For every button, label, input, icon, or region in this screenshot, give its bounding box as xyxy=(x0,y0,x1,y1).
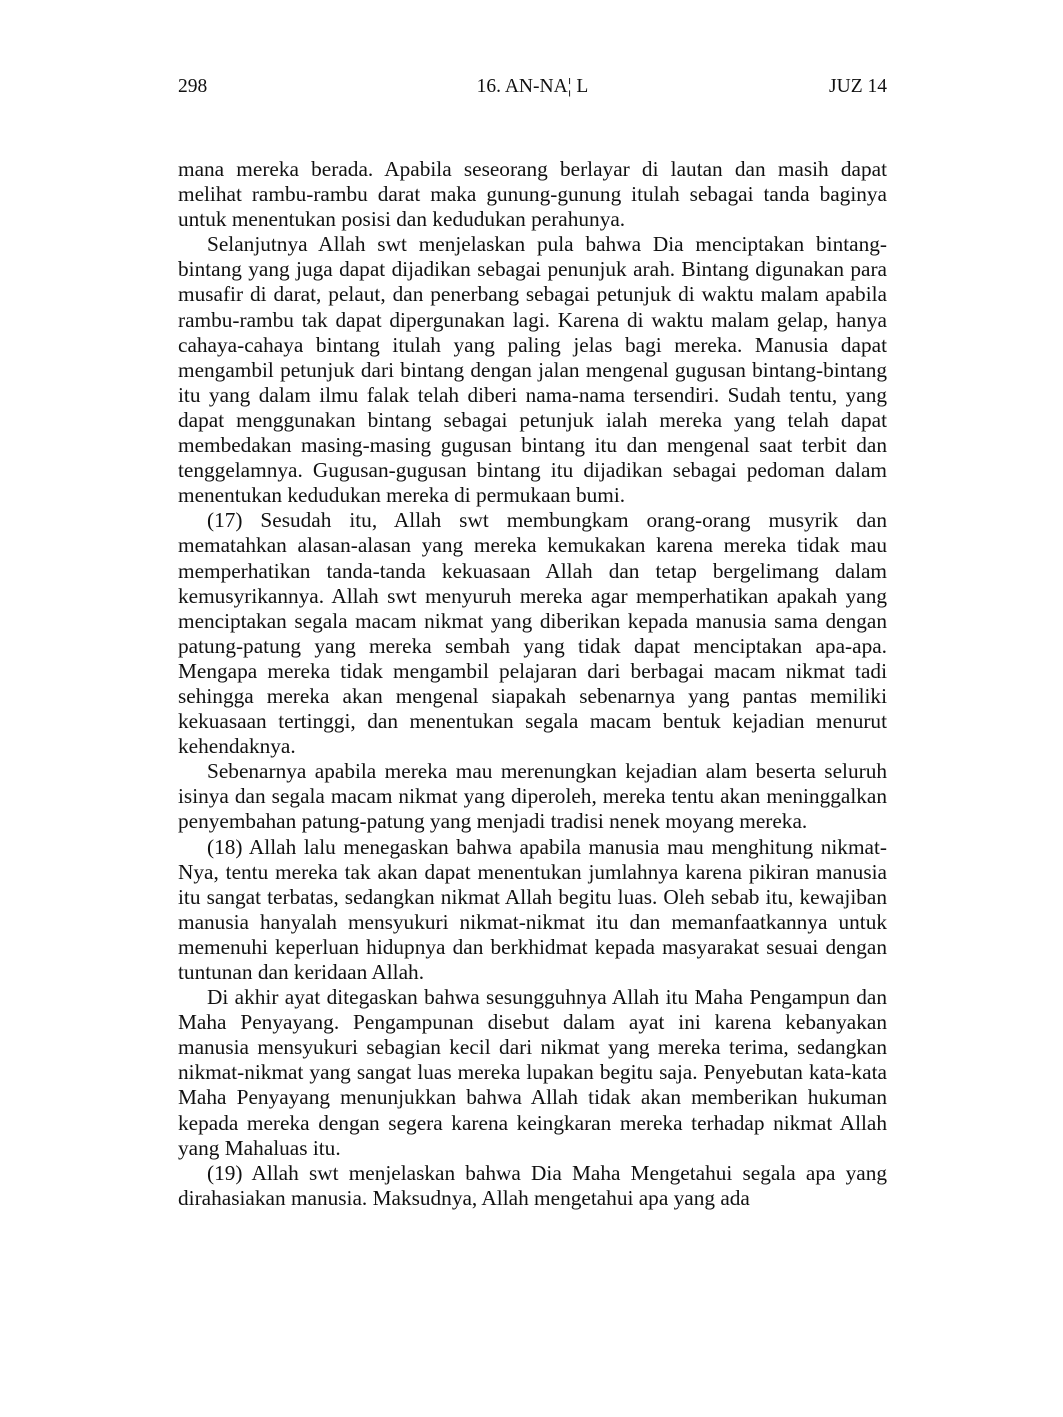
paragraph-stars: Selanjutnya Allah swt menjelaskan pula bahwa Dia menciptakan bintang-bintang yang juga dapat dijadikan sebagai penunjuk arah. Bintang digunakan para musafir di darat, pelaut, dan penerbang sebagai petunjuk di waktu malam apabila rambu-rambu tak dapat dipergunakan lagi. Karena di waktu malam gelap, hanya cahaya-cahaya bintang itulah yang paling jelas bagi mereka. Manusia dapat mengambil petunjuk dari bintang dengan jalan mengenal gugusan bintang-bintang itu yang dalam ilmu falak telah diberi nama-nama tersendiri. Sudah tentu, yang dapat menggunakan bintang sebagai petunjuk ialah mereka yang telah dapat membedakan masing-masing gugusan bintang itu dan mengenal saat terbit dan tenggelamnya. Gugusan-gugusan bintang itu dijadikan sebagai pedoman dalam menentukan kedudukan mereka di permukaan bumi. xyxy=(178,232,887,508)
paragraph-verse-19: (19) Allah swt menjelaskan bahwa Dia Maha Mengetahui segala apa yang dirahasiakan manusia. Maksudnya, Allah mengetahui apa yang ada xyxy=(178,1160,887,1210)
paragraph-continued: mana mereka berada. Apabila seseorang berlayar di lautan dan masih dapat melihat rambu-rambu darat maka gunung-gunung itulah sebagai tanda baginya untuk menentukan posisi dan kedudukan perahunya. xyxy=(178,157,887,232)
paragraph-verse-17: (17) Sesudah itu, Allah swt membungkam orang-orang musyrik dan mematahkan alasan-alasan yang mereka kemukakan karena mereka tidak mau memperhatikan tanda-tanda kekuasaan Allah dan tetap bergelimang dalam kemusyrikannya. Allah swt menyuruh mereka agar memperhatikan apakah yang menciptakan segala macam nikmat yang diberikan kepada manusia sama dengan patung-patung yang mereka sembah yang tidak dapat menciptakan apa-apa. Mengapa mereka tidak mengambil pelajaran dari berbagai macam nikmat tadi sehingga mereka akan mengenal siapakah sebenarnya yang pantas memiliki kekuasaan tertinggi, dan menentukan segala macam bentuk kejadian menurut kehendaknya. xyxy=(178,508,887,759)
paragraph-verse-18: (18) Allah lalu menegaskan bahwa apabila manusia mau menghitung nikmat-Nya, tentu mereka tak akan dapat menentukan jumlahnya karena pikiran manusia itu sangat terbatas, sedangkan nikmat Allah begitu luas. Oleh sebab itu, kewajiban manusia hanyalah mensyukuri nikmat-nikmat itu dan memanfaatkannya untuk memenuhi keperluan hidupnya dan berkhidmat kepada masyarakat sesuai dengan tuntunan dan keridaan Allah. xyxy=(178,834,887,984)
paragraph-forgiving: Di akhir ayat ditegaskan bahwa sesungguhnya Allah itu Maha Pengampun dan Maha Penyayang. Pengampunan disebut dalam ayat ini karena kebanyakan manusia mensyukuri sebagian kecil dari nikmat yang mereka terima, sedangkan nikmat-nikmat yang sangat luas mereka lupakan begitu saja. Penyebutan kata-kata Maha Penyayang menunjukkan bahwa Allah tidak akan memberikan hukuman kepada mereka dengan segera karena keingkaran mereka terhadap nikmat Allah yang Mahaluas itu. xyxy=(178,985,887,1160)
chapter-title: 16. AN-NA¦ L xyxy=(476,76,589,97)
juz-label: JUZ 14 xyxy=(829,76,887,97)
paragraph-reflection: Sebenarnya apabila mereka mau merenungkan kejadian alam beserta seluruh isinya dan segala macam nikmat yang diperoleh, mereka tentu akan meninggalkan penyembahan patung-patung yang menjadi tradisi nenek moyang mereka. xyxy=(178,759,887,834)
page-body xyxy=(178,157,887,1211)
running-header xyxy=(178,76,887,102)
page-number: 298 xyxy=(178,76,208,97)
